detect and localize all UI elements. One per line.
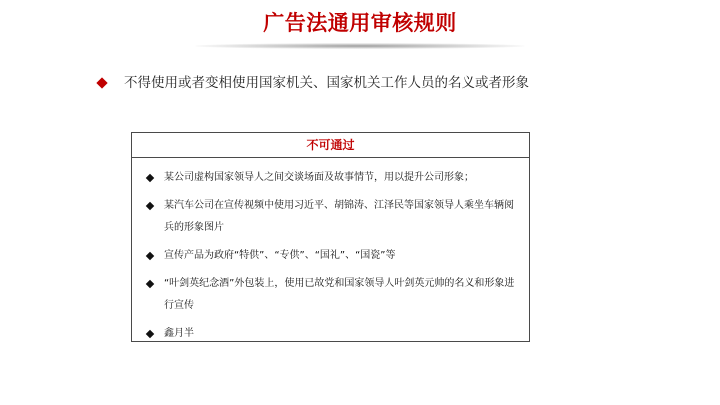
box-header: 不可通过 — [132, 133, 529, 158]
main-bullet-text: 不得使用或者变相使用国家机关、国家机关工作人员的名义或者形象 — [124, 75, 529, 91]
red-diamond-bullet-icon — [96, 77, 107, 88]
list-item — [146, 273, 521, 317]
list-item — [146, 167, 521, 189]
list-item-text: 鑫月半 — [164, 328, 194, 339]
example-list — [132, 158, 529, 342]
not-approved-box — [131, 132, 530, 342]
diamond-bullet-icon — [146, 202, 154, 210]
diamond-bullet-icon — [146, 330, 154, 338]
title-underline-shadow — [195, 43, 525, 49]
list-item — [146, 245, 521, 267]
list-item-text: 宣传产品为政府“特供”、“专供”、“国礼”、“国瓷”等 — [164, 250, 396, 261]
list-item-text: “叶剑英纪念酒”外包装上，使用已故党和国家领导人叶剑英元帅的名义和形象进行宣传 — [164, 278, 515, 311]
main-bullet — [96, 73, 529, 93]
list-item-text: 某公司虚构国家领导人之间交谈场面及故事情节，用以提升公司形象； — [164, 172, 474, 183]
list-item-text: 某汽车公司在宣传视频中使用习近平、胡锦涛、江泽民等国家领导人乘坐车辆阅兵的形象图片 — [164, 200, 514, 233]
slide-title: 广告法通用审核规则 — [263, 11, 457, 35]
diamond-bullet-icon — [146, 280, 154, 288]
list-item — [146, 323, 521, 342]
diamond-bullet-icon — [146, 252, 154, 260]
list-item — [146, 195, 521, 239]
diamond-bullet-icon — [146, 174, 154, 182]
